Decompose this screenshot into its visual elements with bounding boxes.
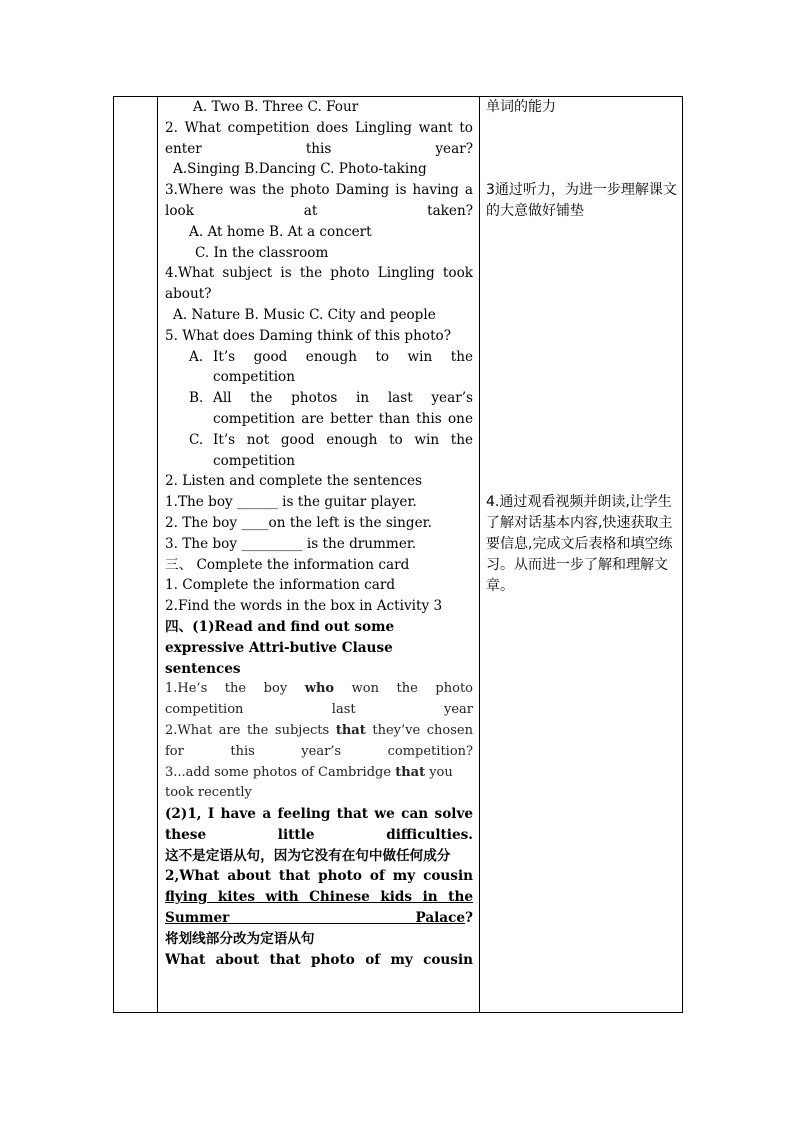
part-2-item-2: 2,What about that photo of my cousin flying kites with Chinese kids in the Summer Palace? bbox=[165, 868, 473, 927]
question-2: 2. What competition does Lingling want to enter this year? bbox=[165, 119, 473, 157]
left-column-cell bbox=[114, 97, 158, 1013]
option-text: It’s good enough to win the competition bbox=[213, 348, 473, 386]
option-letter: C. bbox=[189, 431, 204, 448]
question-4: 4.What subject is the photo Lingling took about? bbox=[165, 265, 473, 303]
q2-options: A.Singing B.Dancing C. Photo-taking bbox=[173, 161, 427, 178]
section-3-title: 三、 Complete the information card bbox=[165, 556, 410, 573]
q4-options: A. Nature B. Music C. City and people bbox=[173, 306, 436, 323]
part-2-item-2-note: 将划线部分改为定语从句 bbox=[165, 930, 315, 947]
option-letter: B. bbox=[189, 390, 204, 407]
part-2-item-1-note: 这不是定语从句，因为它没有在句中做任何成分 bbox=[165, 847, 451, 864]
example-1: 1.He’s the boy who won the photo competition last year bbox=[165, 681, 473, 718]
sentence-2: 2. The boy ____on the left is the singer. bbox=[165, 514, 432, 531]
purpose-note-3: 3通过听力，为进一步理解课文的大意做好铺垫 bbox=[486, 182, 677, 219]
q5-option-a bbox=[165, 347, 473, 389]
question-3: 3.Where was the photo Daming is having a look at taken? bbox=[165, 182, 473, 219]
q1-options: A. Two B. Three C. Four bbox=[193, 99, 359, 115]
q3-options-ab: A. At home B. At a concert bbox=[189, 223, 372, 240]
purpose-column-cell bbox=[480, 97, 683, 1013]
listen-title: 2. Listen and complete the sentences bbox=[165, 473, 422, 490]
part-2-item-1: (2)1, I have a feeling that we can solve these little difficulties. bbox=[165, 806, 473, 843]
question-5: 5. What does Daming think of this photo? bbox=[165, 327, 452, 344]
section-3-item-2: 2.Find the words in the box in Activity 3 bbox=[165, 598, 443, 615]
purpose-note-1: 单词的能力 bbox=[486, 99, 556, 115]
activity-column-cell bbox=[158, 97, 480, 1013]
option-text: All the photos in last year’s competition are better than this one bbox=[213, 390, 473, 427]
option-text: It’s not good enough to win the competition bbox=[213, 431, 473, 469]
example-3: 3...add some photos of Cambridge that you took recently bbox=[165, 764, 453, 801]
sentence-3: 3. The boy _________ is the drummer. bbox=[165, 535, 417, 552]
purpose-note-4: 4.通过观看视频并朗读,让学生了解对话基本内容,快速获取主要信息,完成文后表格和填空练习。从而进一步了解和理解文章。 bbox=[486, 494, 673, 594]
q5-option-c bbox=[165, 430, 473, 472]
section-4-title: 四、(1)Read and find out some expressive Attri-butive Clause sentences bbox=[165, 618, 395, 677]
part-2-item-2-answer: What about that photo of my cousin bbox=[165, 951, 473, 968]
option-letter: A. bbox=[189, 348, 204, 365]
q3-option-c: C. In the classroom bbox=[195, 244, 329, 261]
q5-option-b bbox=[165, 388, 473, 430]
section-3-item-1: 1. Complete the information card bbox=[165, 577, 396, 594]
lesson-plan-table bbox=[113, 96, 683, 1013]
sentence-1: 1.The boy ______ is the guitar player. bbox=[165, 494, 417, 511]
example-2: 2.What are the subjects that they’ve chosen for this year’s competition? bbox=[165, 722, 473, 759]
